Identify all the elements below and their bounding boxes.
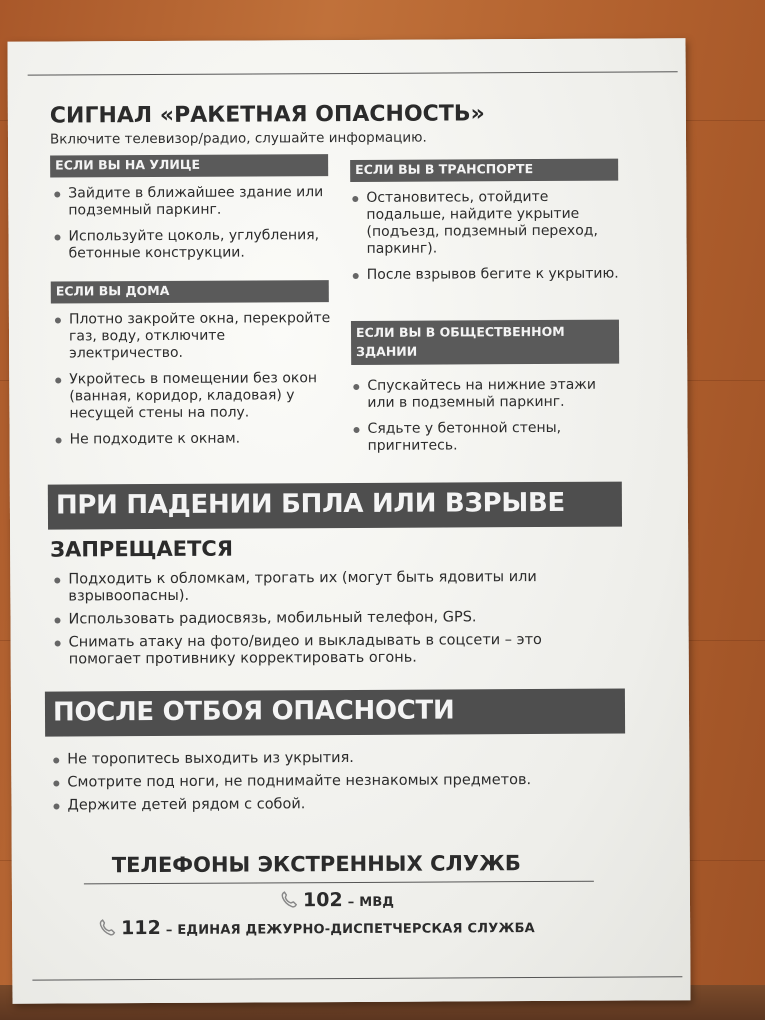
street-list: [52, 184, 342, 272]
street-header: ЕСЛИ ВЫ НА УЛИЦЕ: [50, 154, 328, 177]
signal-subtitle: Включите телевизор/радио, слушайте информацию.: [49, 129, 427, 148]
after-banner: ПОСЛЕ ОТБОЯ ОПАСНОСТИ: [45, 689, 625, 737]
transport-header: ЕСЛИ ВЫ В ТРАНСПОРТЕ: [350, 159, 618, 182]
phone-number: 112: [121, 916, 161, 940]
phone-icon: [280, 890, 298, 908]
list-item: Использовать радиосвязь, мобильный телефон, GPS.: [52, 609, 612, 629]
phone-entry-edds: [98, 914, 535, 939]
list-item: Плотно закройте окна, перекройте газ, воду, отключите электричество.: [53, 310, 343, 363]
phone-entry-mvd: [280, 888, 394, 912]
phone-separator: –: [347, 894, 355, 911]
list-item: Используйте цоколь, углубления, бетонные конструкции.: [52, 227, 342, 263]
list-item: Укройтесь в помещении без окон (ванная, коридор, кладовая) у несущей стены на полу.: [53, 370, 343, 423]
bottom-rule: [32, 976, 682, 980]
list-item: После взрывов бегите к укрытию.: [351, 266, 621, 284]
list-item: Зайдите в ближайшее здание или подземный паркинг.: [52, 184, 342, 220]
list-item: Смотрите под ноги, не поднимайте незнакомых предметов.: [51, 772, 631, 792]
after-list: [51, 749, 631, 821]
list-item: Снимать атаку на фото/видео и выкладывать в соцсети – это помогает противнику корректировать огонь.: [53, 632, 613, 669]
top-rule: [28, 71, 678, 75]
forbidden-list: [52, 569, 613, 675]
public-building-header: ЕСЛИ ВЫ В ОБЩЕСТВЕННОМ ЗДАНИИ: [351, 320, 619, 365]
phone-number: 102: [302, 889, 343, 912]
phone-separator: –: [165, 922, 173, 938]
phones-title: ТЕЛЕФОНЫ ЭКСТРЕННЫХ СЛУЖБ: [111, 851, 521, 878]
list-item: Держите детей рядом с собой.: [51, 795, 631, 815]
forbidden-title: ЗАПРЕЩАЕТСЯ: [50, 536, 234, 562]
signal-title: СИГНАЛ «РАКЕТНАЯ ОПАСНОСТЬ»: [49, 101, 485, 129]
home-header: ЕСЛИ ВЫ ДОМА: [51, 280, 329, 303]
phone-icon: [98, 918, 116, 936]
phones-rule: [84, 881, 594, 885]
public-building-list: [351, 377, 621, 464]
list-item: Остановитесь, отойдите подальше, найдите укрытие (подъезд, подземный переход, паркинг).: [350, 189, 620, 258]
list-item: Не торопитесь выходить из укрытия.: [51, 749, 631, 769]
transport-list: [350, 189, 621, 293]
list-item: Сядьте у бетонной стены, пригнитесь.: [351, 420, 621, 455]
phone-service: МВД: [359, 894, 395, 910]
home-list: [53, 310, 344, 458]
safety-leaflet: [7, 38, 690, 1004]
list-item: Подходить к обломкам, трогать их (могут быть ядовиты или взрывоопасны).: [52, 569, 612, 606]
list-item: Спускайтесь на нижние этажи или в подземный паркинг.: [351, 377, 621, 412]
drone-banner: ПРИ ПАДЕНИИ БПЛА ИЛИ ВЗРЫВЕ: [48, 482, 622, 530]
list-item: Не подходите к окнам.: [54, 430, 344, 449]
phone-service: ЕДИНАЯ ДЕЖУРНО-ДИСПЕТЧЕРСКАЯ СЛУЖБА: [177, 921, 535, 938]
